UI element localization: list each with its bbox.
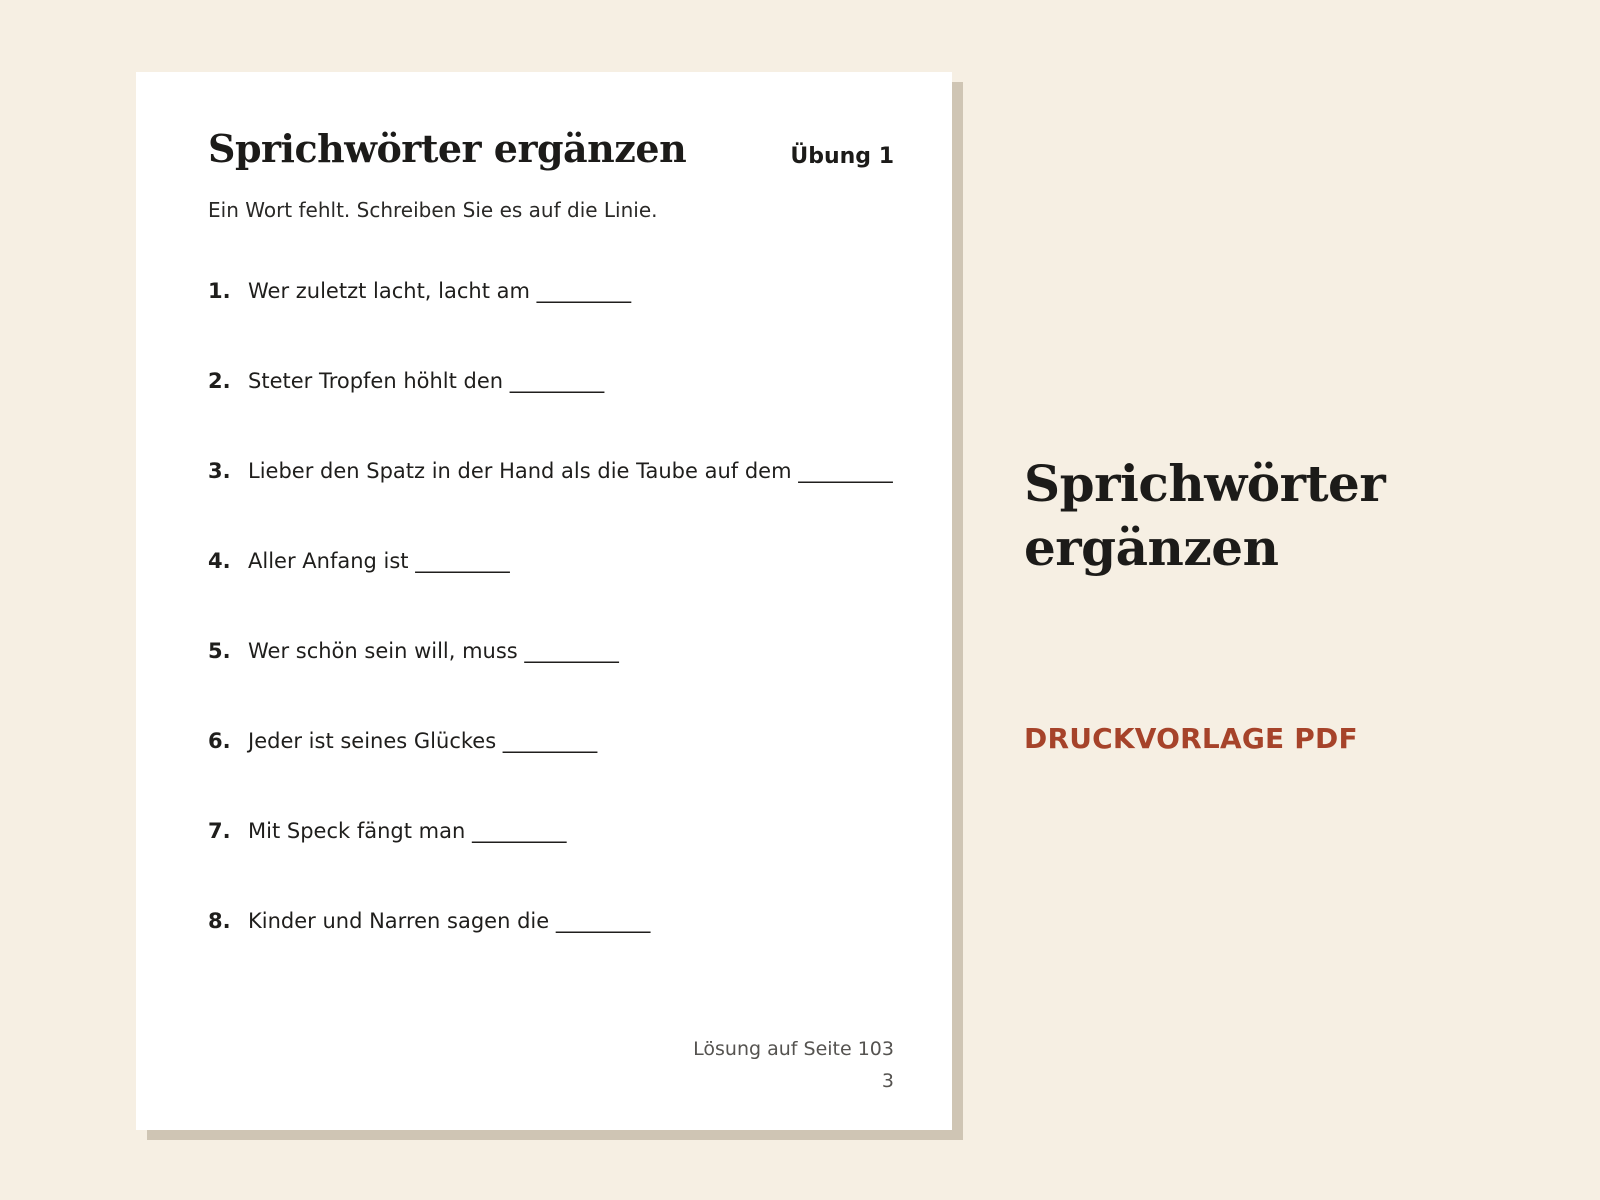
exercise-item	[208, 628, 898, 674]
page-number: 3	[881, 1070, 894, 1092]
exercise-item	[208, 538, 898, 584]
exercise-item	[208, 268, 898, 314]
exercise-item	[208, 358, 898, 404]
item-number: 8.	[208, 909, 231, 933]
exercise-list	[208, 268, 898, 988]
product-title-line-1: Sprichwörter	[1024, 454, 1386, 513]
solution-note: Lösung auf Seite 103	[693, 1038, 894, 1060]
item-number: 1.	[208, 279, 231, 303]
item-text: Wer schön sein will, muss _________	[248, 639, 619, 663]
worksheet-page	[136, 72, 952, 1130]
worksheet-title: Sprichwörter ergänzen	[208, 126, 687, 171]
exercise-item	[208, 898, 898, 944]
format-tag: DRUCKVORLAGE PDF	[1024, 722, 1358, 755]
item-text: Mit Speck fängt man _________	[248, 819, 567, 843]
item-number: 4.	[208, 549, 231, 573]
product-title	[1024, 452, 1544, 580]
item-text: Jeder ist seines Glückes _________	[248, 729, 598, 753]
instruction-text: Ein Wort fehlt. Schreiben Sie es auf die Linie.	[208, 198, 658, 222]
item-number: 2.	[208, 369, 231, 393]
item-text: Kinder und Narren sagen die _________	[248, 909, 651, 933]
item-text: Aller Anfang ist _________	[248, 549, 510, 573]
item-number: 7.	[208, 819, 231, 843]
item-text: Steter Tropfen höhlt den _________	[248, 369, 605, 393]
exercise-item	[208, 718, 898, 764]
product-title-line-2: ergänzen	[1024, 518, 1279, 577]
item-number: 5.	[208, 639, 231, 663]
item-text: Lieber den Spatz in der Hand als die Taube auf dem _________	[248, 459, 893, 483]
exercise-item	[208, 808, 898, 854]
exercise-label: Übung 1	[790, 144, 894, 169]
item-number: 3.	[208, 459, 231, 483]
item-text: Wer zuletzt lacht, lacht am _________	[248, 279, 632, 303]
exercise-item	[208, 448, 898, 494]
item-number: 6.	[208, 729, 231, 753]
